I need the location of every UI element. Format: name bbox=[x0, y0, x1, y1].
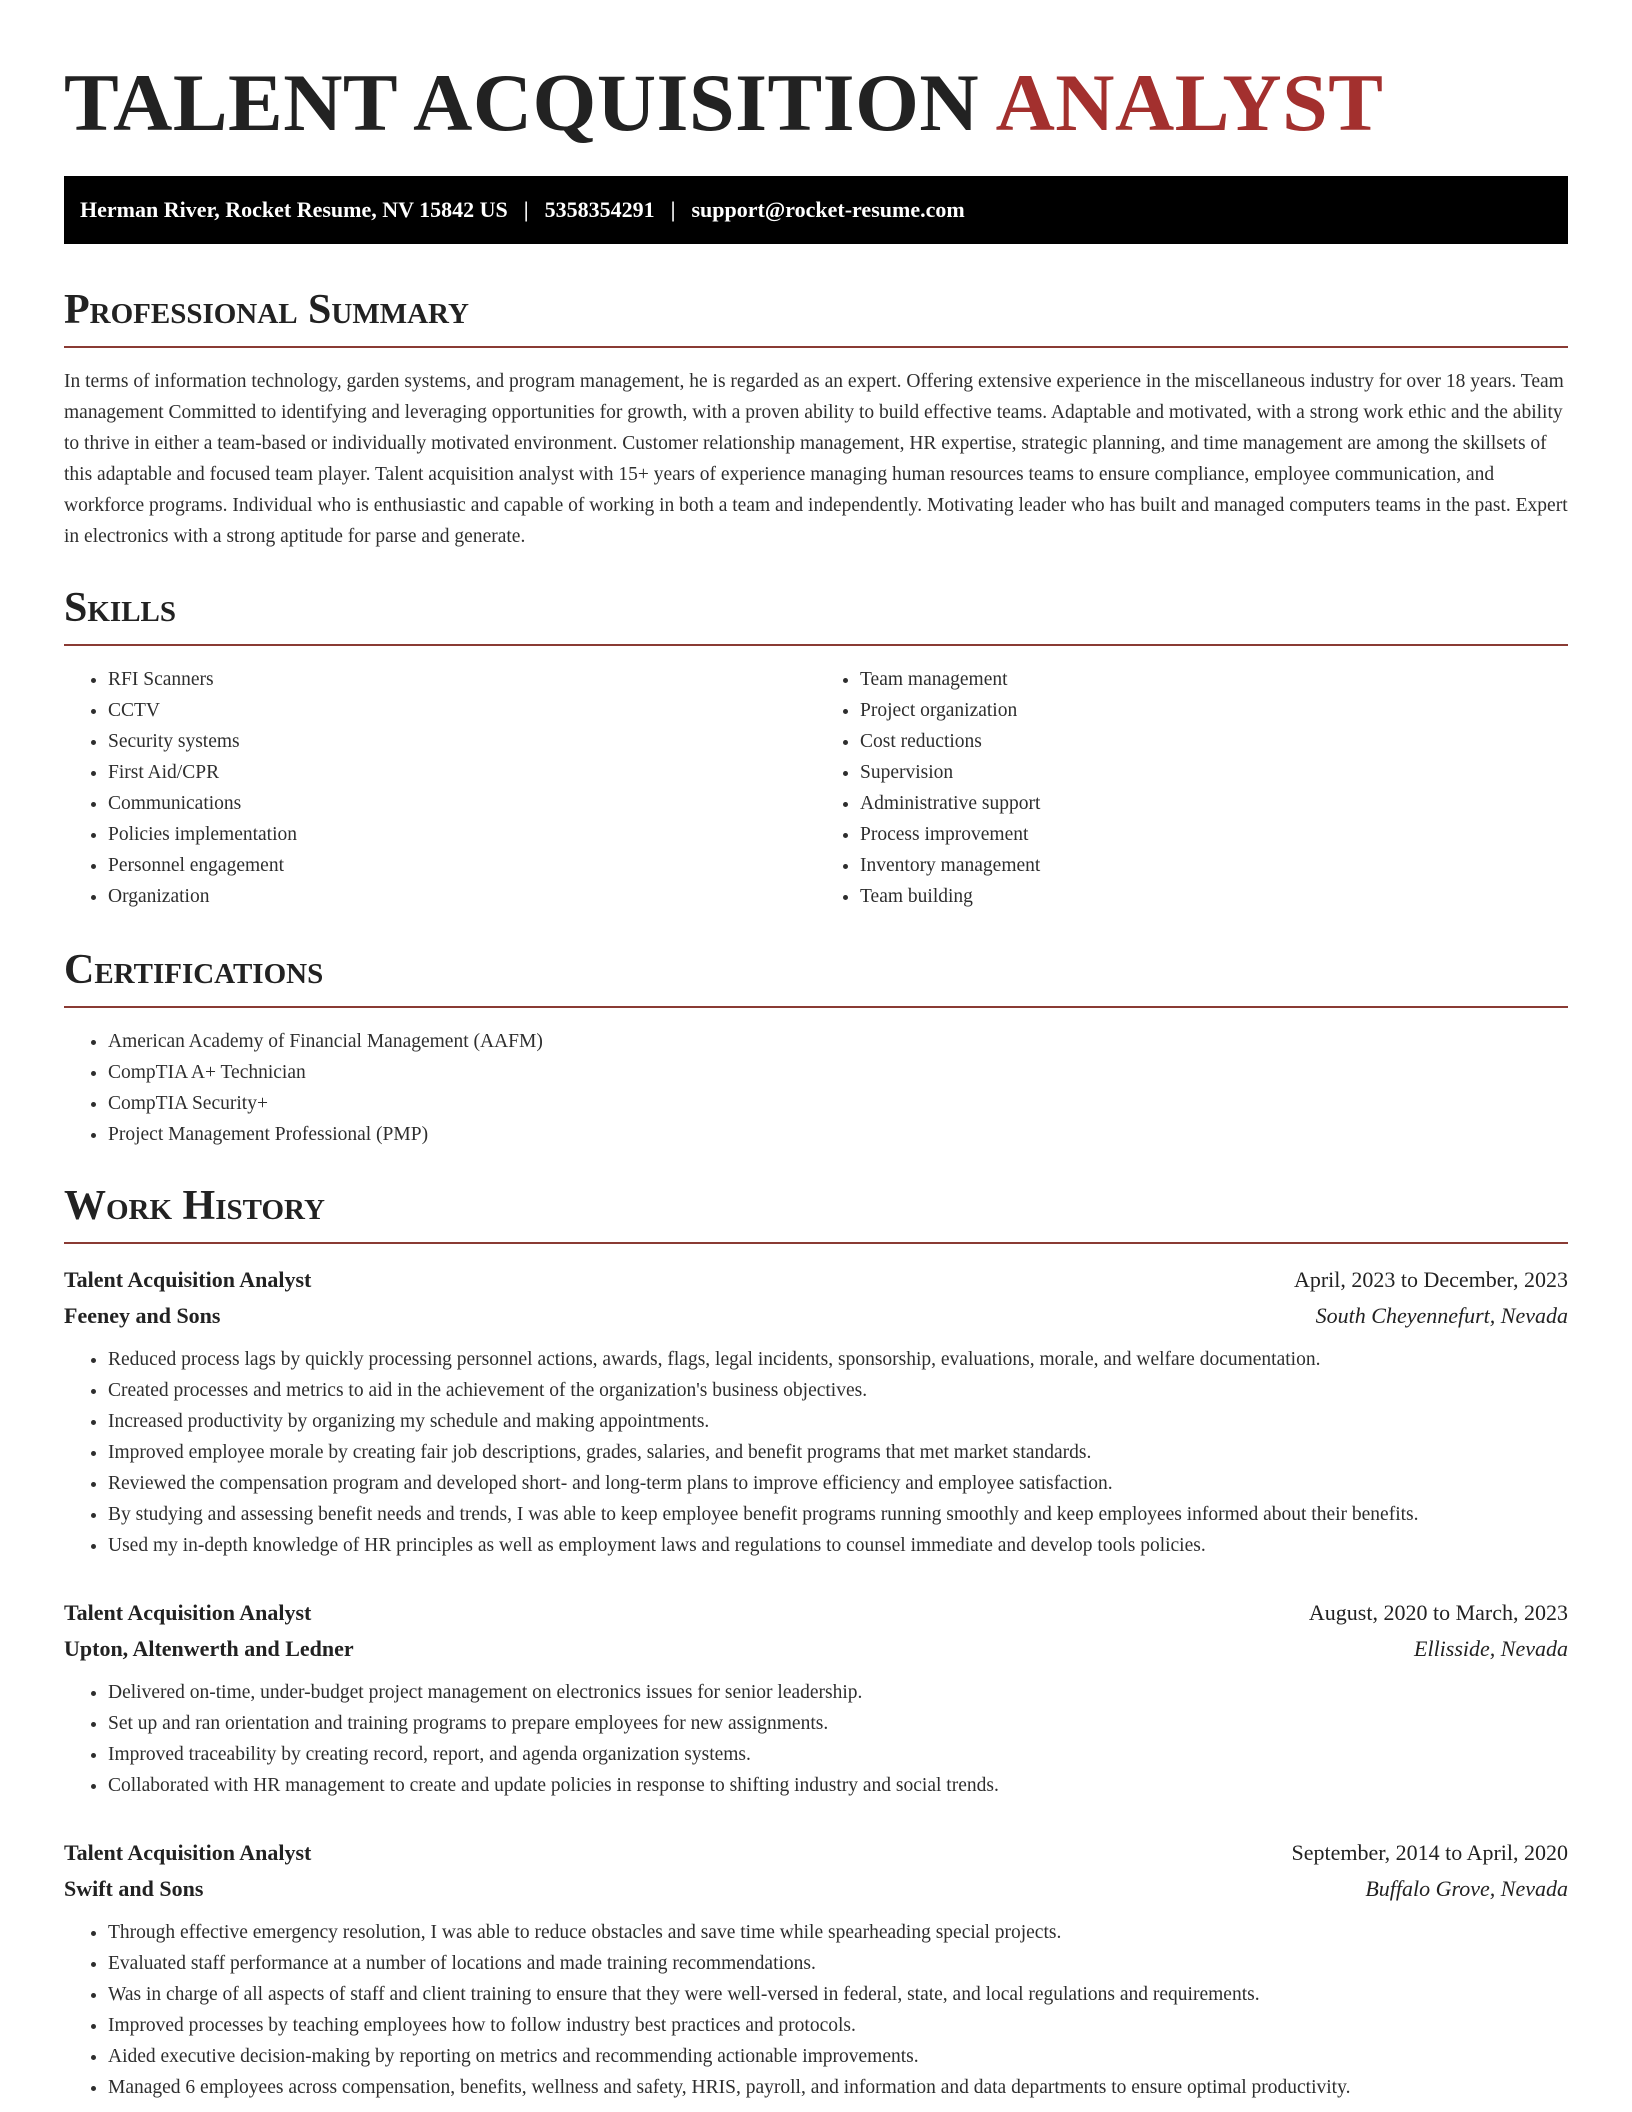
skill-item: • Process improvement bbox=[860, 819, 1568, 850]
job-dates: September, 2014 to April, 2020 bbox=[1291, 1840, 1568, 1865]
skill-item: • Team building bbox=[860, 881, 1568, 912]
job-bullet: • Reduced process lags by quickly processing personnel actions, awards, flags, legal incidents, sponsorship, evaluations, morale, and welfare documentation. bbox=[108, 1344, 1568, 1375]
job-location: South Cheyennefurt, Nevada bbox=[1315, 1303, 1568, 1328]
job-title: Talent Acquisition Analyst bbox=[64, 1600, 312, 1625]
title-accent: ANALYST bbox=[995, 57, 1384, 148]
section-divider bbox=[64, 346, 1568, 348]
summary-text: In terms of information technology, garden systems, and program management, he is regarded as an expert. Offering extensive experience in the miscellaneous industry for over 18 years. Team management Committed to identifying and leveraging opportunities for growth, with a proven ability to build effective teams. Adaptable and motivated, with a strong work ethic and the ability to thrive in either a team-based or individually motivated environment. Customer relationship management, HR expertise, strategic planning, and time management are among the skillsets of this adaptable and focused team player. Talent acquisition analyst with 15+ years of experience managing human resources teams to ensure compliance, employee communication, and workforce programs. Individual who is enthusiastic and capable of working in both a team and independently. Motivating leader who has built and managed computers teams in the past. Expert in electronics with a strong aptitude for parse and generate. bbox=[64, 371, 1568, 547]
contact-separator: | bbox=[523, 197, 529, 222]
job-title: Talent Acquisition Analyst bbox=[64, 1840, 312, 1865]
contact-address: Herman River, Rocket Resume, NV 15842 US bbox=[80, 197, 508, 222]
job-bullets bbox=[64, 1677, 1568, 1801]
section-divider bbox=[64, 1006, 1568, 1008]
job-bullet: • Improved processes by teaching employees how to follow industry best practices and protocols. bbox=[108, 2010, 1568, 2041]
work-history-section bbox=[64, 1184, 1568, 2103]
skill-item: • Personnel engagement bbox=[108, 850, 816, 881]
title-main: TALENT ACQUISITION bbox=[64, 57, 980, 148]
contact-email: support@rocket-resume.com bbox=[691, 197, 965, 222]
certifications-section bbox=[64, 948, 1568, 1150]
job-bullet: • Improved traceability by creating record, report, and agenda organization systems. bbox=[108, 1739, 1568, 1770]
job-company: Feeney and Sons bbox=[64, 1303, 221, 1328]
job-title: Talent Acquisition Analyst bbox=[64, 1267, 312, 1292]
skill-item: • Project organization bbox=[860, 695, 1568, 726]
job-bullet: • Reviewed the compensation program and developed short- and long-term plans to improve efficiency and employee satisfaction. bbox=[108, 1468, 1568, 1499]
contact-separator: | bbox=[670, 197, 676, 222]
skill-item: • Administrative support bbox=[860, 788, 1568, 819]
skill-item: • Organization bbox=[108, 881, 816, 912]
job-bullet: • By studying and assessing benefit needs and trends, I was able to keep employee benefit programs running smoothly and keep employees informed about their benefits. bbox=[108, 1499, 1568, 1530]
skill-item: • Supervision bbox=[860, 757, 1568, 788]
job-bullet: • Created processes and metrics to aid in the achievement of the organization's business objectives. bbox=[108, 1375, 1568, 1406]
job-company-row bbox=[64, 1871, 1568, 1907]
contact-bar bbox=[64, 176, 1568, 244]
job-company: Swift and Sons bbox=[64, 1876, 204, 1901]
job-bullets bbox=[64, 1344, 1568, 1561]
section-divider bbox=[64, 644, 1568, 646]
certifications-list bbox=[64, 1026, 1568, 1150]
job-bullet: • Improved employee morale by creating fair job descriptions, grades, salaries, and benefit programs that met market standards. bbox=[108, 1437, 1568, 1468]
skills-grid bbox=[64, 664, 1568, 912]
job-entry bbox=[64, 1835, 1568, 2103]
job-location: Ellisside, Nevada bbox=[1414, 1636, 1568, 1661]
job-header-row bbox=[64, 1595, 1568, 1631]
job-bullet: • Evaluated staff performance at a number of locations and made training recommendations. bbox=[108, 1948, 1568, 1979]
contact-phone: 5358354291 bbox=[544, 197, 655, 222]
section-heading: Professional Summary bbox=[64, 287, 469, 333]
certification-item: • American Academy of Financial Management (AAFM) bbox=[108, 1026, 1568, 1057]
skills-section bbox=[64, 586, 1568, 912]
skill-item: • Team management bbox=[860, 664, 1568, 695]
job-header-row bbox=[64, 1262, 1568, 1298]
job-bullet: • Aided executive decision-making by reporting on metrics and recommending actionable improvements. bbox=[108, 2041, 1568, 2072]
certification-item: • Project Management Professional (PMP) bbox=[108, 1119, 1568, 1150]
skill-item: • Cost reductions bbox=[860, 726, 1568, 757]
job-entry bbox=[64, 1595, 1568, 1801]
resume-title bbox=[64, 57, 1568, 148]
skills-list-right bbox=[816, 664, 1568, 912]
job-dates: August, 2020 to March, 2023 bbox=[1308, 1600, 1568, 1625]
job-entry bbox=[64, 1262, 1568, 1561]
skill-item: • RFI Scanners bbox=[108, 664, 816, 695]
job-company: Upton, Altenwerth and Ledner bbox=[64, 1636, 354, 1661]
job-bullets bbox=[64, 1917, 1568, 2103]
section-heading: Certifications bbox=[64, 947, 324, 993]
skill-item: • First Aid/CPR bbox=[108, 757, 816, 788]
job-bullet: • Used my in-depth knowledge of HR principles as well as employment laws and regulations to counsel immediate and develop tools policies. bbox=[108, 1530, 1568, 1561]
section-heading: Skills bbox=[64, 585, 177, 631]
section-heading: Work History bbox=[64, 1183, 325, 1229]
certification-item: • CompTIA A+ Technician bbox=[108, 1057, 1568, 1088]
section-divider bbox=[64, 1242, 1568, 1244]
job-company-row bbox=[64, 1631, 1568, 1667]
job-dates: April, 2023 to December, 2023 bbox=[1293, 1267, 1568, 1292]
job-bullet: • Through effective emergency resolution, I was able to reduce obstacles and save time while spearheading special projects. bbox=[108, 1917, 1568, 1948]
job-bullet: • Managed 6 employees across compensation, benefits, wellness and safety, HRIS, payroll, and information and data departments to ensure optimal productivity. bbox=[108, 2072, 1568, 2103]
professional-summary-section bbox=[64, 288, 1568, 552]
job-bullet: • Set up and ran orientation and training programs to prepare employees for new assignments. bbox=[108, 1708, 1568, 1739]
skill-item: • Security systems bbox=[108, 726, 816, 757]
job-location: Buffalo Grove, Nevada bbox=[1365, 1876, 1568, 1901]
skill-item: • CCTV bbox=[108, 695, 816, 726]
skill-item: • Policies implementation bbox=[108, 819, 816, 850]
skills-list-left bbox=[64, 664, 816, 912]
job-bullet: • Collaborated with HR management to create and update policies in response to shifting industry and social trends. bbox=[108, 1770, 1568, 1801]
job-bullet: • Increased productivity by organizing my schedule and making appointments. bbox=[108, 1406, 1568, 1437]
job-header-row bbox=[64, 1835, 1568, 1871]
certification-item: • CompTIA Security+ bbox=[108, 1088, 1568, 1119]
job-bullet: • Delivered on-time, under-budget project management on electronics issues for senior leadership. bbox=[108, 1677, 1568, 1708]
job-bullet: • Was in charge of all aspects of staff and client training to ensure that they were well-versed in federal, state, and local regulations and requirements. bbox=[108, 1979, 1568, 2010]
job-company-row bbox=[64, 1298, 1568, 1334]
skill-item: • Inventory management bbox=[860, 850, 1568, 881]
skill-item: • Communications bbox=[108, 788, 816, 819]
